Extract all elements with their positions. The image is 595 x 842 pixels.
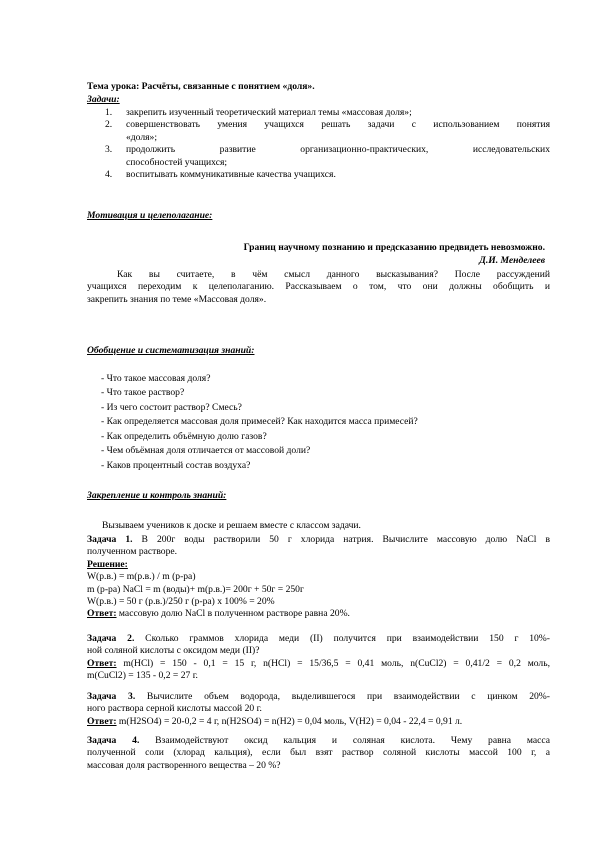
task-1-line [87, 534, 550, 546]
goals-list [105, 107, 550, 181]
goal-line: совершенствовать умения учащихся решать задачи с использованием понятия [126, 119, 550, 131]
question-item: - Каков процентный состав воздуха? [101, 460, 251, 471]
task-2-text: Сколько граммов хлорида меди (II) получится при взаимодействии 150 г 10%- [134, 633, 550, 644]
consolidation-heading-row [87, 490, 550, 502]
solution-line: W(р.в.) = 50 г (р.в.)/250 г (р-ра) х 100% = 20% [87, 596, 275, 608]
generalization-heading: Обобщение и систематизация знаний: [87, 345, 255, 356]
task-1-answer [87, 608, 550, 620]
task-1-text: В 200г воды растворили 50 г хлорида натрия. Вычислите массовую долю NaCl в [132, 534, 550, 545]
paragraph-line: учащихся переходим к целеполаганию. Рассказываем о том, что они должны обобщить и [87, 281, 550, 293]
goal-line: продолжить развитие организационно-практических, исследовательских [126, 144, 550, 156]
epigraph-author: Д.И. Менделеев [479, 255, 545, 266]
goals-heading-row [87, 94, 550, 106]
task-3-label: Задача 3. [87, 691, 136, 702]
goal-line: воспитывать коммуникативные качества учащихся. [126, 169, 336, 181]
task-4-line: полученной соли (хлорад кальция), если был взят раствор соляной кислоты массой 100 г, а [87, 747, 550, 759]
goal-number: 4. [105, 169, 113, 181]
solution-label: Решение: [87, 558, 128, 570]
answer-text: массовую долю NaCl в полученном растворе равна 20%. [116, 608, 350, 620]
topic-label: Тема урока: [87, 81, 140, 92]
goal-number: 3. [105, 144, 113, 156]
question-item: - Чем объёмная доля отличается от массовой доли? [101, 445, 311, 456]
motivation-paragraph [87, 269, 550, 306]
task-3-text: Вычислите объем водорода, выделившегося при взаимодействии с цинком 20%- [135, 691, 550, 702]
task-1-label: Задача 1. [87, 534, 133, 545]
task-2-answer-line: m(CuCl2) = 135 - 0,2 = 27 г. [87, 670, 198, 682]
answer-label: Ответ: [87, 657, 117, 669]
task-2-answer [87, 658, 550, 670]
consolidation-intro: Вызываем учеников к доске и решаем вместе с классом задачи. [102, 520, 361, 531]
task-2-line [87, 633, 550, 645]
question-item: - Из чего состоит раствор? Смесь? [101, 402, 242, 413]
goal-line: закрепить изученный теоретический материал темы «массовая доля»; [126, 107, 412, 118]
generalization-heading-row [87, 345, 550, 357]
task-2-label: Задача 2. [87, 633, 135, 644]
task-3-line [87, 691, 550, 703]
consolidation-heading: Закрепление и контроль знаний: [87, 490, 227, 501]
task-3 [87, 691, 550, 728]
task-2-line: ной соляной кислоты с оксидом меди (II)? [87, 645, 260, 657]
goal-item [105, 119, 550, 144]
task-4 [87, 735, 550, 772]
motivation-heading: Мотивация и целеполагание: [87, 210, 213, 221]
topic-text: Расчёты, связанные с понятием «доля». [139, 81, 315, 92]
task-3-line: ного раствора серной кислоты массой 20 г. [87, 703, 262, 715]
solution-line: W(р.в.) = m(р.в.) / m (р-ра) [87, 571, 196, 583]
question-item: - Что такое массовая доля? [101, 373, 211, 384]
paragraph-line: закрепить знания по теме «Массовая доля». [87, 293, 267, 305]
answer-text: m(H2SO4) = 20-0,2 = 4 г, n(H2SO4) = n(H2) = 0,04 моль, V(H2) = 0,04 - 22,4 = 0,91 л. [116, 715, 463, 727]
goals-heading: Задачи: [87, 94, 120, 105]
task-4-line [87, 735, 550, 747]
goal-line: «доля»; [126, 131, 158, 143]
solution-line: m (р-ра) NaCl = m (воды)+ m(р.в.)= 200г + 50г = 250г [87, 583, 304, 595]
answer-label: Ответ: [87, 715, 117, 727]
goal-number: 2. [105, 119, 113, 131]
paragraph-line: Как вы считаете, в чём смысл данного высказывания? После рассуждений [117, 269, 550, 280]
goal-item [105, 107, 550, 119]
task-4-line: массовая доля растворенного вещества – 20 %? [87, 759, 281, 771]
lesson-topic [87, 81, 550, 93]
question-item: - Как определить объёмную долю газов? [101, 431, 267, 442]
task-1 [87, 534, 550, 621]
question-item: - Как определяется массовая доля примесей? Как находится масса примесей? [101, 416, 418, 427]
goal-item [105, 169, 550, 181]
goal-line: способностей учащихся; [126, 156, 228, 168]
goal-item [105, 144, 550, 169]
answer-text: m(HCl) = 150 - 0,1 = 15 г, n(HCl) = 15/36,5 = 0,41 моль, n(CuCl2) = 0,41/2 = 0,2 моль, [116, 657, 550, 669]
task-2 [87, 633, 550, 683]
question-item: - Что такое раствор? [101, 387, 185, 398]
epigraph-quote: Границ научному познанию и предсказанию предвидеть невозможно. [243, 242, 545, 253]
task-3-answer [87, 716, 550, 728]
answer-label: Ответ: [87, 608, 117, 620]
task-1-line: полученном растворе. [87, 546, 178, 558]
goal-number: 1. [105, 107, 113, 118]
task-4-label: Задача 4. [87, 735, 140, 746]
motivation-heading-row [87, 210, 550, 222]
task-4-text: Взаимодействуют оксид кальция и соляная кислота. Чему равна масса [139, 735, 550, 746]
